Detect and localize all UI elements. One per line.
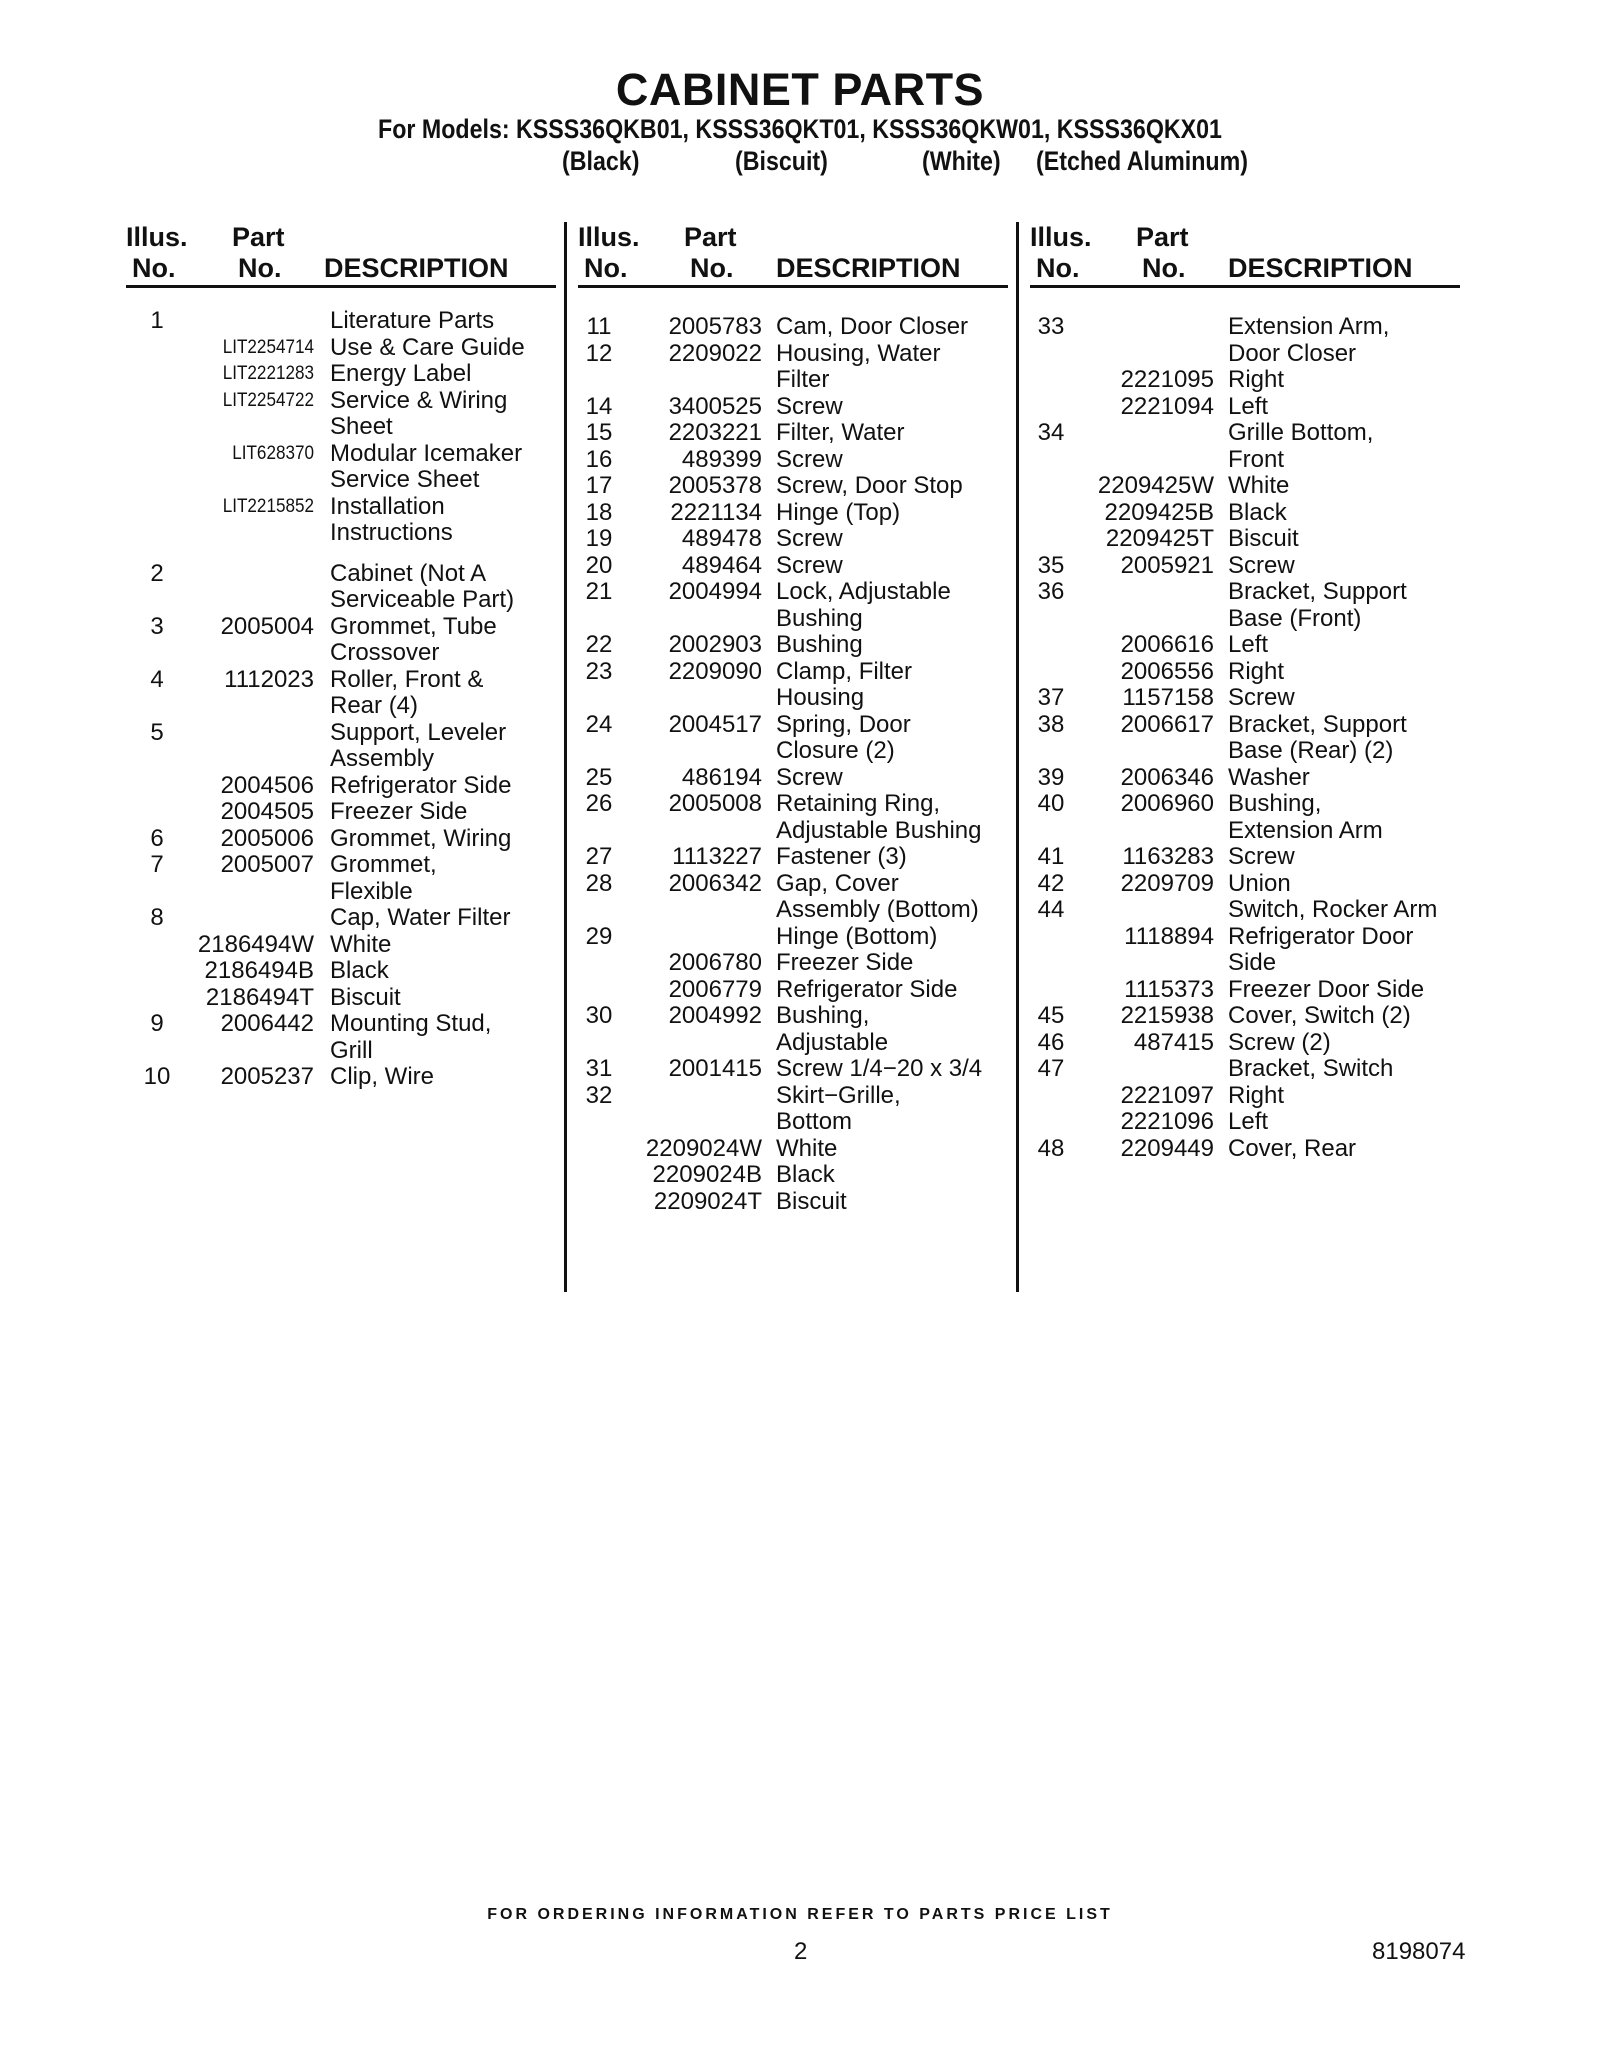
part-number: 2209425T (1105, 525, 1214, 552)
illus-number: 34 (1037, 419, 1065, 446)
part-description: Black (1228, 498, 1287, 526)
illus-number: 1 (150, 307, 164, 334)
part-description: Skirt−Grille, (776, 1081, 901, 1109)
part-description: Black (776, 1161, 835, 1188)
illus-number: 42 (1037, 869, 1065, 897)
part-number: 3400525 (668, 392, 762, 420)
part-description: Extension Arm (1228, 816, 1383, 844)
part-description: Clip, Wire (330, 1063, 435, 1090)
part-description: Left (1228, 631, 1269, 658)
part-description: Side (1228, 949, 1277, 976)
part-number: 2221096 (1120, 1108, 1214, 1135)
part-description: Screw (776, 445, 843, 473)
part-description: Adjustable (776, 1028, 889, 1056)
header-illus: Illus. (1030, 222, 1092, 252)
part-number: 1163283 (1122, 843, 1214, 870)
part-number: 2209709 (1120, 869, 1214, 897)
part-description: Fastener (3) (776, 843, 907, 870)
part-number: 2186494B (204, 957, 314, 984)
illus-number: 26 (585, 790, 613, 817)
part-number: 2209024W (645, 1134, 762, 1162)
part-number: 2209024T (653, 1187, 762, 1215)
illus-number: 22 (585, 631, 613, 658)
part-description: Assembly (330, 745, 435, 772)
illus-number: 4 (150, 665, 164, 693)
illus-number: 44 (1037, 896, 1065, 923)
part-description: Base (Rear) (2) (1228, 737, 1394, 764)
column-header-1 (126, 222, 556, 284)
part-description: Mounting Stud, (330, 1010, 492, 1037)
illus-number: 46 (1037, 1028, 1065, 1056)
part-description: Grommet, Wiring (330, 824, 512, 852)
page-title: CABINET PARTS (615, 64, 985, 115)
part-description: Bushing (776, 631, 863, 658)
part-number: LIT2221283 (222, 363, 314, 384)
ordering-footer: FOR ORDERING INFORMATION REFER TO PARTS PRICE LIST (487, 1906, 1113, 1923)
part-number: 2005378 (668, 472, 762, 499)
part-description: Hinge (Bottom) (776, 922, 938, 950)
part-description: Freezer Side (330, 798, 468, 825)
part-description: Assembly (Bottom) (776, 896, 979, 923)
illus-number: 17 (585, 472, 613, 499)
header-illus-no: No. (584, 253, 628, 283)
illus-number: 10 (143, 1063, 171, 1090)
part-number: 487415 (1133, 1028, 1214, 1056)
part-description: Black (330, 957, 389, 984)
part-number: 2004505 (220, 798, 314, 825)
part-description: Left (1228, 1108, 1269, 1135)
part-number: 2006617 (1120, 710, 1214, 738)
illus-number: 9 (150, 1010, 164, 1037)
header-description: DESCRIPTION (1228, 253, 1413, 283)
part-number: 2215938 (1120, 1002, 1214, 1029)
part-number: 2221094 (1120, 392, 1214, 420)
header-illus: Illus. (126, 222, 188, 252)
part-number: 2209425B (1104, 498, 1214, 526)
illus-number: 2 (150, 559, 164, 587)
illus-number: 41 (1037, 843, 1065, 870)
color-etched-aluminum: (Etched Aluminum) (1036, 146, 1248, 176)
part-description: White (776, 1134, 838, 1162)
part-description: Use & Care Guide (330, 333, 525, 361)
part-description: Biscuit (776, 1187, 847, 1215)
part-description: Screw (2) (1228, 1028, 1331, 1056)
part-number: 2005921 (1120, 551, 1214, 579)
part-description: Cover, Rear (1228, 1134, 1357, 1162)
part-description: Cap, Water Filter (330, 904, 511, 931)
header-description: DESCRIPTION (776, 253, 961, 283)
illus-number: 29 (585, 922, 613, 950)
part-description: Literature Parts (330, 307, 495, 334)
models-line: For Models: KSSS36QKB01, KSSS36QKT01, KSSS36QKW01, KSSS36QKX01 (378, 114, 1222, 144)
part-description: Screw (1228, 843, 1295, 870)
header-rule-2 (578, 285, 1008, 288)
header-part-no: No. (238, 253, 282, 283)
illus-number: 14 (585, 392, 613, 420)
part-description: Screw (776, 392, 843, 420)
part-description: White (330, 930, 392, 958)
part-number: 489399 (681, 445, 762, 473)
illus-number: 5 (150, 718, 164, 746)
part-number: 2221095 (1120, 366, 1214, 393)
color-white: (White) (922, 146, 1001, 176)
header-part-no: No. (1142, 253, 1186, 283)
part-description: Modular Icemaker (330, 439, 523, 467)
part-description: Gap, Cover (776, 869, 899, 897)
part-description: Bushing, (1228, 790, 1322, 817)
header-rule-3 (1030, 285, 1460, 288)
part-description: Screw (1228, 551, 1295, 579)
column-divider-2 (1016, 222, 1019, 1292)
part-description: Base (Front) (1228, 604, 1362, 632)
part-description: Right (1228, 1081, 1285, 1109)
part-number: 2209090 (668, 657, 762, 685)
part-description: Right (1228, 657, 1285, 685)
part-number: 1115373 (1124, 975, 1214, 1003)
header-part: Part (232, 222, 285, 252)
part-description: Front (1228, 445, 1285, 473)
part-description: Freezer Side (776, 949, 914, 976)
part-number: 2186494T (205, 983, 314, 1011)
part-number: 2005004 (220, 612, 314, 640)
illus-number: 16 (585, 445, 613, 473)
illus-number: 12 (585, 339, 613, 367)
illus-number: 11 (586, 313, 612, 340)
part-number: 489478 (681, 525, 762, 552)
part-description: Bracket, Support (1228, 710, 1407, 738)
part-description: Grille Bottom, (1228, 419, 1374, 446)
part-number: 1157158 (1122, 684, 1214, 711)
part-description: Retaining Ring, (776, 790, 941, 817)
column-header-2 (578, 222, 1008, 284)
part-description: Screw (1228, 684, 1295, 711)
illus-number: 18 (585, 498, 613, 526)
part-description: Screw (776, 525, 843, 552)
header-description: DESCRIPTION (324, 253, 509, 283)
column-header-3 (1030, 222, 1460, 284)
part-description: Adjustable Bushing (776, 816, 982, 844)
part-description: Hinge (Top) (776, 498, 901, 526)
part-number: 2001415 (668, 1055, 762, 1082)
part-number: 2004994 (668, 578, 762, 605)
illus-number: 31 (585, 1055, 613, 1082)
part-description: Closure (2) (776, 737, 895, 764)
part-number: 2186494W (197, 930, 314, 958)
part-description: Refrigerator Side (330, 771, 512, 799)
part-number: 2209024B (652, 1161, 762, 1188)
part-description: Right (1228, 366, 1285, 393)
part-number: 2005008 (668, 790, 762, 817)
part-description: Biscuit (330, 983, 401, 1011)
part-description: Flexible (330, 877, 413, 905)
color-black: (Black) (562, 146, 640, 176)
illus-number: 24 (585, 710, 613, 738)
part-description: Screw (776, 763, 843, 791)
part-description: Grommet, (330, 851, 437, 878)
part-description: Screw, Door Stop (776, 472, 963, 499)
part-number: 2006616 (1120, 631, 1214, 658)
part-number: 1113227 (672, 843, 762, 870)
header-illus-no: No. (1036, 253, 1080, 283)
part-number: 2209425W (1097, 472, 1214, 499)
part-number: 1118894 (1124, 922, 1214, 950)
part-number: 2004992 (668, 1002, 762, 1029)
part-description: Union (1228, 869, 1291, 897)
illus-number: 19 (585, 525, 613, 552)
part-description: Door Closer (1228, 339, 1357, 367)
part-number: LIT2254714 (222, 336, 314, 358)
illus-number: 8 (150, 904, 164, 931)
part-description: Cover, Switch (2) (1228, 1002, 1411, 1029)
part-description: Extension Arm, (1228, 313, 1390, 340)
header-part: Part (1136, 222, 1189, 252)
part-description: Bracket, Support (1228, 578, 1407, 605)
part-description: Bushing (776, 604, 863, 632)
part-description: Grill (330, 1036, 373, 1064)
part-number: 2005237 (220, 1063, 314, 1090)
part-number: 1112023 (224, 665, 314, 693)
part-description: Refrigerator Side (776, 975, 958, 1003)
part-number: 2221134 (670, 498, 762, 526)
part-number: 2209022 (668, 339, 762, 367)
illus-number: 33 (1037, 313, 1065, 340)
part-number: LIT2215852 (222, 495, 314, 517)
part-number: 2006442 (220, 1010, 314, 1037)
header-part-no: No. (690, 253, 734, 283)
illus-number: 21 (585, 578, 613, 605)
part-number: LIT2254722 (222, 389, 314, 411)
part-description: Energy Label (330, 360, 472, 387)
part-description: Biscuit (1228, 525, 1299, 552)
illus-number: 3 (150, 612, 164, 640)
part-description: Service & Wiring (330, 386, 508, 414)
header-illus: Illus. (578, 222, 640, 252)
header-part: Part (684, 222, 737, 252)
part-description: Washer (1228, 763, 1310, 791)
header-rule-1 (126, 285, 556, 288)
part-number: 2203221 (668, 419, 762, 446)
part-number: 2209449 (1120, 1134, 1214, 1162)
part-description: Service Sheet (330, 466, 480, 493)
part-number: 2006779 (668, 975, 762, 1003)
part-number: 2004517 (668, 710, 762, 738)
illus-number: 37 (1037, 684, 1065, 711)
part-description: Screw 1/4−20 x 3/4 (776, 1055, 983, 1082)
illus-number: 32 (585, 1081, 613, 1109)
part-description: Lock, Adjustable (776, 578, 951, 605)
illus-number: 30 (585, 1002, 613, 1029)
illus-number: 20 (585, 551, 613, 579)
part-number: 2006780 (668, 949, 762, 976)
part-number: 2006556 (1120, 657, 1214, 685)
part-description: Clamp, Filter (776, 657, 913, 685)
part-number: 2002903 (668, 631, 762, 658)
part-number: 2221097 (1120, 1081, 1214, 1109)
part-description: Refrigerator Door (1228, 922, 1414, 950)
illus-number: 15 (585, 419, 613, 446)
illus-number: 47 (1037, 1055, 1065, 1082)
illus-number: 38 (1037, 710, 1065, 738)
part-description: Spring, Door (776, 710, 911, 738)
color-biscuit: (Biscuit) (735, 146, 828, 176)
page-number: 2 (794, 1938, 808, 1965)
part-description: Switch, Rocker Arm (1228, 896, 1438, 923)
part-description: Bottom (776, 1108, 853, 1135)
illus-number: 28 (585, 869, 613, 897)
document-number: 8198074 (1372, 1938, 1466, 1965)
part-description: Installation (330, 492, 445, 520)
part-number: 2006346 (1120, 763, 1214, 791)
part-number: 2005783 (668, 313, 762, 340)
header-illus-no: No. (132, 253, 176, 283)
illus-number: 45 (1037, 1002, 1065, 1029)
illus-number: 35 (1037, 551, 1065, 579)
part-description: White (1228, 472, 1290, 499)
part-number: 2006960 (1120, 790, 1214, 817)
illus-number: 40 (1037, 790, 1065, 817)
illus-number: 7 (150, 851, 164, 878)
part-description: Grommet, Tube (330, 612, 497, 640)
part-description: Housing (776, 684, 865, 711)
part-description: Sheet (330, 413, 393, 440)
part-description: Cam, Door Closer (776, 313, 969, 340)
part-description: Freezer Door Side (1228, 975, 1425, 1003)
part-number: 2006342 (668, 869, 762, 897)
illus-number: 27 (585, 843, 613, 870)
part-description: Filter, Water (776, 419, 905, 446)
part-number: 2004506 (220, 771, 314, 799)
part-description: Housing, Water (776, 339, 941, 367)
illus-number: 36 (1037, 578, 1065, 605)
part-description: Rear (4) (330, 692, 419, 719)
part-description: Screw (776, 551, 843, 579)
part-number: LIT628370 (232, 442, 314, 464)
column-divider-1 (564, 222, 567, 1292)
part-description: Crossover (330, 639, 440, 666)
part-description: Roller, Front & (330, 665, 484, 693)
illus-number: 6 (150, 824, 164, 852)
illus-number: 25 (585, 763, 613, 791)
part-number: 486194 (681, 763, 762, 791)
part-description: Left (1228, 392, 1269, 420)
part-description: Support, Leveler (330, 718, 507, 746)
illus-number: 23 (585, 657, 613, 685)
part-number: 2005006 (220, 824, 314, 852)
illus-number: 39 (1037, 763, 1065, 791)
part-number: 489464 (681, 551, 762, 579)
part-number: 2005007 (220, 851, 314, 878)
part-description: Cabinet (Not A (330, 559, 487, 587)
part-description: Bracket, Switch (1228, 1055, 1394, 1082)
part-description: Serviceable Part) (330, 586, 515, 613)
part-description: Bushing, (776, 1002, 870, 1029)
part-description: Filter (776, 366, 830, 393)
illus-number: 48 (1037, 1134, 1065, 1162)
part-description: Instructions (330, 519, 453, 546)
